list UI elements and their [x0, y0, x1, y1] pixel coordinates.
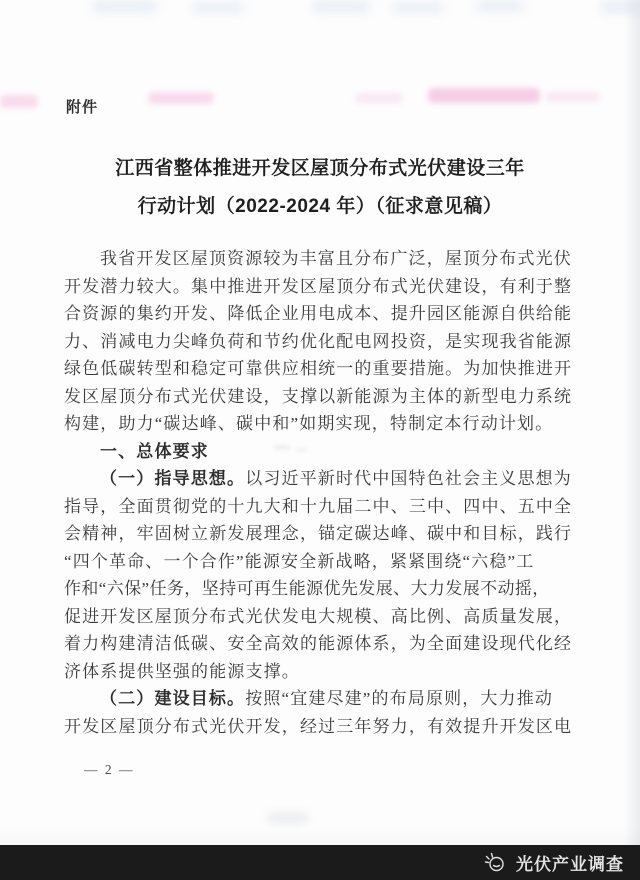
- body-line: 构建，助力“碳达峰、碳中和”如期实现，特制定本行动计划。: [64, 414, 554, 433]
- body-line: 作和“六保”任务，坚持可再生能源优先发展、大力发展不动摇，: [64, 579, 550, 598]
- document-title-line2: 行动计划（2022-2024 年）（征求意见稿）: [137, 196, 503, 217]
- body-line: 开发潜力较大。集中推进开发区屋顶分布式光伏建设，有利于整: [64, 276, 573, 296]
- body-line: 我省开发区屋顶资源较为丰富且分布广泛，屋顶分布式光伏: [100, 249, 572, 268]
- scan-smudge: [312, 0, 370, 13]
- scan-smudge: [92, 0, 158, 13]
- scan-smudge: [392, 2, 444, 13]
- body-line: 绿色低碳转型和稳定可靠供应相统一的重要措施。为加快推进开: [64, 359, 573, 378]
- page-number: — 2 —: [84, 762, 135, 777]
- sun-sketch-icon: [483, 851, 507, 875]
- body-line: 促进开发区屋顶分布式光伏发电大规模、高比例、高质量发展，: [64, 606, 573, 626]
- highlight-streak: [148, 92, 214, 104]
- highlight-streak: [545, 92, 600, 102]
- footer-watermark-bar: [0, 845, 640, 880]
- body-line: 着力构建清洁低碳、安全高效的能源体系，为全面建设现代化经: [64, 634, 573, 653]
- scan-smudge: [192, 2, 244, 13]
- highlight-streak: [0, 95, 38, 108]
- page-edge-shading: [0, 828, 640, 845]
- document-title: [64, 150, 576, 226]
- scan-mark: [268, 812, 308, 824]
- paragraph-lead: （一）指导思想。: [100, 469, 246, 488]
- document-title-line1: 江西省整体推进开发区屋顶分布式光伏建设三年: [115, 158, 525, 179]
- body-line: 合资源的集约开发、降低企业用电成本、提升园区能源自供给能: [64, 304, 573, 323]
- body-line: （二）建设目标。按照“宜建尽建”的布局原则，大力推动: [100, 689, 553, 708]
- highlight-streak: [428, 88, 540, 103]
- body-line: 指导，全面贯彻党的十九大和十九届二中、三中、四中、五中全: [64, 496, 573, 516]
- attachment-label: 附件: [66, 99, 99, 116]
- body-line: 济体系提供坚强的能源支撑。: [64, 661, 300, 681]
- body-line: 开发区屋顶分布式光伏开发，经过三年努力，有效提升开发区电: [64, 716, 573, 736]
- body-text: [64, 245, 578, 740]
- footer-brand-name: 光伏产业调查: [516, 855, 624, 874]
- paragraph-lead: （二）建设目标。: [100, 689, 246, 708]
- body-line: 发区屋顶分布式光伏建设，支撑以新能源为主体的新型电力系统: [64, 386, 573, 406]
- body-line: 会精神，牢固树立新发展理念，锚定碳达峰、碳中和目标，践行: [64, 524, 573, 543]
- scan-smudge: [476, 0, 524, 12]
- body-line: “四个革命、一个合作”能源安全新战略，紧紧围绕“六稳”工: [64, 551, 535, 571]
- page-edge-shading: [624, 0, 640, 845]
- highlight-streak: [355, 93, 403, 103]
- body-line: （一）指导思想。以习近平新时代中国特色社会主义思想为: [100, 469, 572, 488]
- body-line: 力、消减电力尖峰负荷和节约优化配电网投资，是实现我省能源: [64, 331, 573, 351]
- section-heading: 一、总体要求: [100, 441, 209, 461]
